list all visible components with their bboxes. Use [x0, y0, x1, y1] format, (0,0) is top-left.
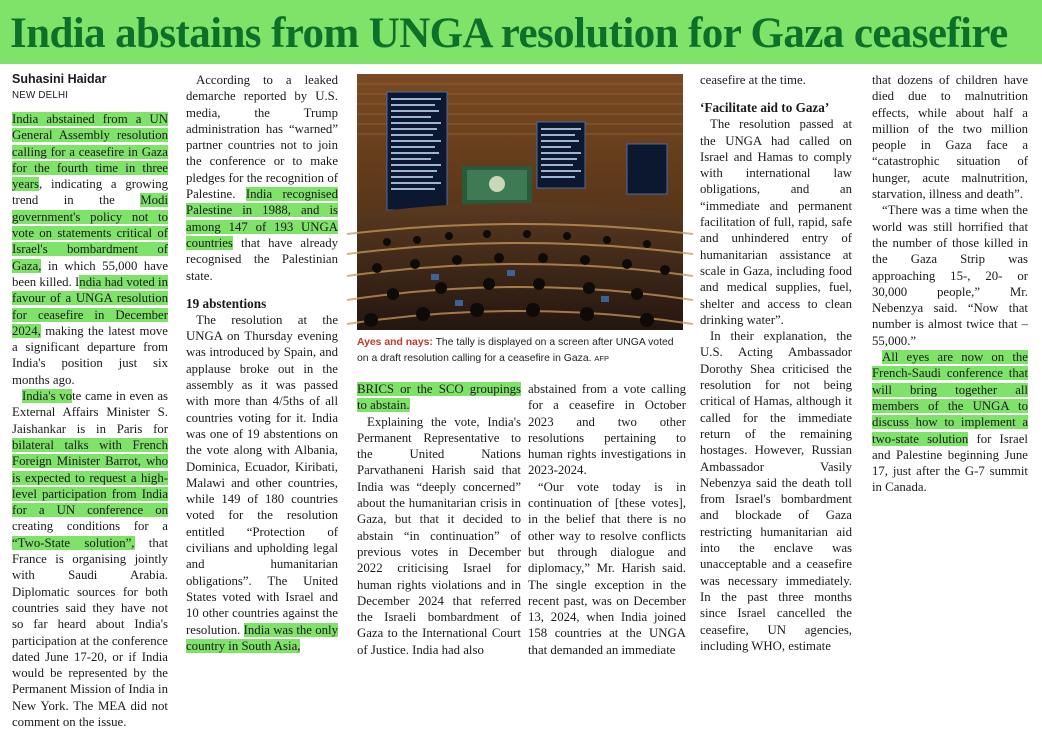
article-paragraph: [186, 72, 338, 284]
body-text: “There was a time when the world was still horrified that the number of those killed in the Gaza Strip was approaching 15-, 20- or 30,000 people,” Mr. Nebenzya said. “Now that number is almost twice that – 55,000.”: [872, 203, 1028, 348]
body-text: “Our vote today is in continuation of [these votes], in the belief that there is no other way to resolve conflicts but through dialogue and diplomacy,” Mr. Harish said. The single exception in the recent past, was on December 13, 2024, when India joined 158 countries at the UNGA that demanded an immediate: [528, 479, 686, 657]
highlighted-text: bilateral talks with French Foreign Minister Barrot, who is expected to request a high-level participation from India for a UN conference on: [12, 437, 168, 518]
caption-text: The tally is displayed on a screen after UNGA voted on a draft resolution calling for a ceasefire in Gaza.: [357, 337, 674, 364]
article-paragraph: [186, 312, 338, 654]
photo-credit: AFP: [594, 353, 609, 363]
body-text: Explaining the vote, India's Permanent Representative to the United Nations Parvathaneni Harish said that India was “deeply concerned” about the humanitarian crisis in Gaza, but that it decided to abstain “in continuation” of previous votes in December 2022 criticising Israel for human rights violations and in December 2024 that referred the Israeli bombardment of Gaza to the International Court of Justice. India had also: [357, 414, 521, 657]
article-paragraph: [700, 116, 852, 328]
assembly-hall-image: [357, 74, 683, 330]
body-text: The resolution passed at the UNGA had called on Israel and Hamas to comply with international law obligations, and an “immediate and permanent facilitation of full, rapid, safe and unhindered entry of humanitarian assistance at scale in Gaza, including food and medical supplies, fuel, shelter and access to clean drinking water”.: [700, 117, 852, 327]
article-column-6: [872, 72, 1028, 663]
body-text: abstained from a vote calling for a ceasefire in October 2023 and two other resolutions pertaining to human rights investigations in 2023-2024.: [528, 382, 686, 478]
assembly-photo: [357, 74, 683, 330]
article-paragraph: [700, 328, 852, 654]
headline: India abstains from UNGA resolution for Gaza ceasefire: [10, 10, 1008, 57]
body-text: making the latest move a significant departure from India's position just six months ago.: [12, 323, 168, 387]
body-text: in which 55,000 have been killed. I: [12, 258, 168, 289]
body-text: that dozens of children have died due to malnutrition effects, while about half a million of the two million people in Gaza face a “catastrophic situation of hunger, acute malnutrition, starvation, illness and death”.: [872, 73, 1028, 202]
body-text: for Israel and Palestine beginning June 17, just after the G-7 summit in Canada.: [872, 431, 1028, 495]
body-text: that have already recognised the Palestinian state.: [186, 235, 338, 283]
article-paragraph-2: [12, 388, 168, 730]
body-text: According to a leaked demarche reported by U.S. media, the Trump administration has “warned” partner countries not to join the conference or to make pledges for the recognition of Palestine.: [186, 73, 338, 202]
article-paragraph: [357, 381, 521, 414]
highlighted-text: India's vo: [22, 389, 73, 404]
body-text: te came in even as External Affairs Minister S. Jaishankar is in Paris for: [12, 389, 169, 436]
photo-caption: [357, 335, 683, 366]
highlighted-text: India recognised Palestine in 1988, and is among 147 of 193 UNGA countries: [186, 187, 338, 250]
body-text: The resolution at the UNGA on Thursday evening was introduced by Spain, and applause broke out in the assembly as it was passed with more than 4/5ths of all countries voting for it. India was one of 19 abstentions on the vote along with Albania, Dominica, Ecuador, Kiribati, Malawi and other countries, while 149 of 180 countries voted for the resolution entitled “Protection of civilians and upholding legal and humanitarian obligations”. The United States voted with Israel and 10 other countries against the resolution.: [186, 312, 338, 637]
body-text: creating conditions for a: [12, 519, 168, 534]
article-column-3: [357, 381, 521, 663]
highlighted-text: India was the only country in South Asia,: [186, 622, 338, 653]
highlighted-text: “Two-State solution”,: [12, 535, 135, 550]
highlighted-text: All eyes are now on the French-Saudi conference that will bring together all members of the UNGA to discuss how to implement a two-state solution: [872, 350, 1028, 446]
byline-author: Suhasini Haidar: [12, 72, 107, 86]
article-paragraph: [528, 381, 686, 479]
article-column-5: [700, 72, 852, 663]
body-text: ceasefire at the time.: [700, 73, 806, 87]
article-paragraph: [872, 202, 1028, 349]
article-paragraph: [872, 72, 1028, 202]
article-column-2: [186, 72, 338, 663]
article-paragraph: [700, 72, 852, 88]
highlighted-text: BRICS or the SCO groupings to abstain.: [357, 382, 521, 413]
section-subhead: 19 abstentions: [186, 295, 267, 311]
article-paragraph: [528, 479, 686, 658]
highlighted-text: ndia had voted in favour of a UNGA resolution for ceasefire in December 2024,: [12, 274, 168, 338]
article-paragraph: [872, 349, 1028, 496]
dateline: NEW DELHI: [12, 90, 69, 101]
highlighted-text: India abstained from a UN General Assembly resolution calling for a ceasefire in Gaza for the fourth time in three years: [12, 112, 168, 192]
article-paragraph: [357, 414, 521, 658]
article-column-1: [12, 72, 169, 729]
body-text: In their explanation, the U.S. Acting Ambassador Dorothy Shea criticised the resolution for not being critical of Hamas, although it called for the immediate return of the remaining hostages. However, Russian Ambassador Vasily Nebenzya said the death toll from Israel's bombardment and blockade of Gaza restricting humanitarian aid into the enclave was unacceptable and a ceasefire was necessary immediately. In the past three months since Israel cancelled the ceasefire, UN agencies, including WHO, estimate: [700, 329, 852, 653]
body-text: that France is organising jointly with Saudi Arabia. Diplomatic sources for both countries said they have not so far heard about India's participation at the conference dated June 17-20, or if India would be represented by the Permanent Mission of India in New York. The MEA did not comment on the issue.: [12, 535, 168, 729]
caption-lead: Ayes and nays:: [357, 337, 433, 348]
article-paragraph-1: [12, 111, 168, 388]
section-subhead: ‘Facilitate aid to Gaza’: [700, 100, 830, 116]
article-column-4: [528, 381, 686, 663]
body-text: , indicating a growing trend in the: [12, 177, 168, 208]
highlighted-text: Modi government's policy not to vote on statements critical of Israel's bombardment of Gaza,: [12, 193, 168, 273]
